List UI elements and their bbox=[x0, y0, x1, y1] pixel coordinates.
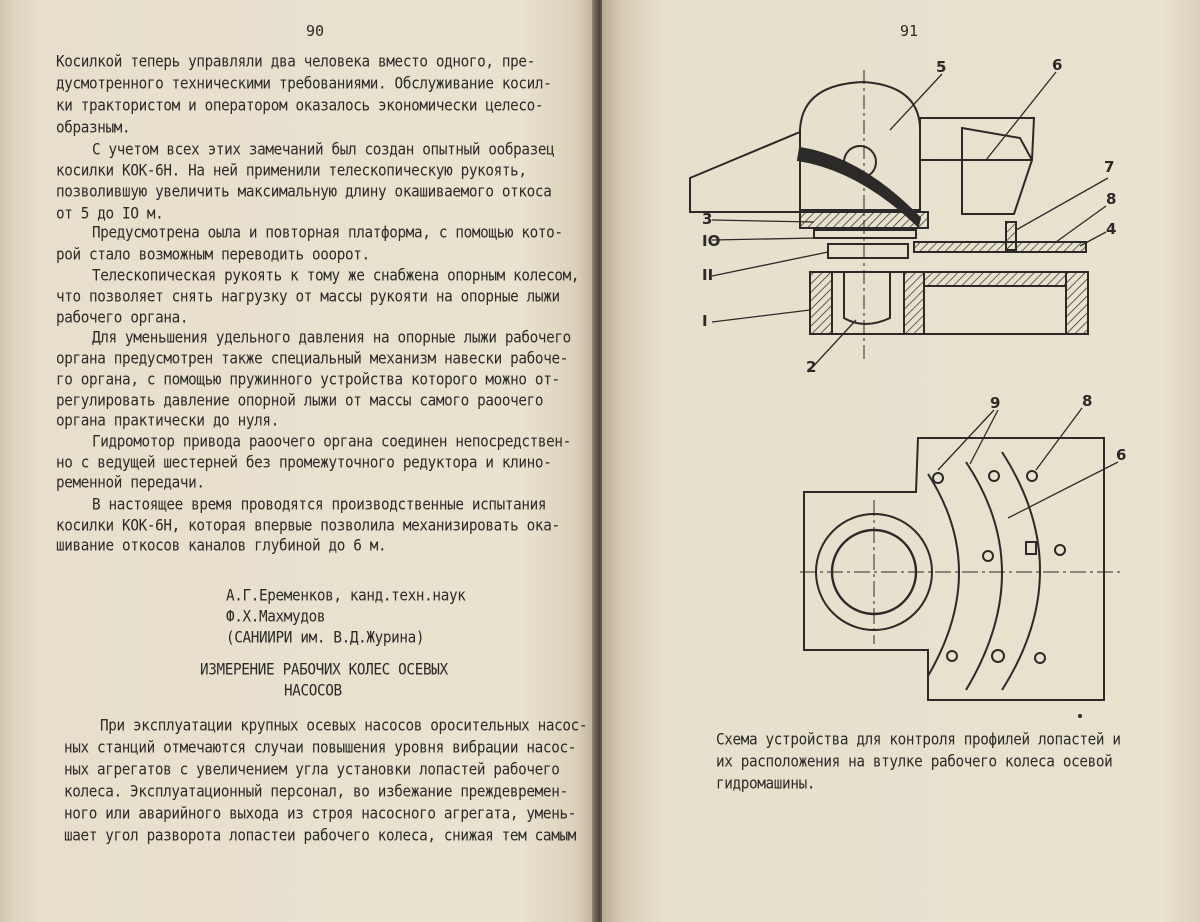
text-line: ных станций отмечаются случаи повышения уровня вибрации насос- bbox=[64, 739, 576, 758]
arc-8 bbox=[1002, 452, 1040, 690]
bolt-hole bbox=[983, 551, 993, 561]
text-line: органа практически до нуля. bbox=[56, 412, 279, 431]
text-line: Косилкой теперь управляли два человека вместо одного, пре- bbox=[56, 53, 535, 72]
figure-label: I bbox=[702, 312, 708, 330]
arc-9-outer bbox=[966, 462, 1002, 690]
left-wing-plate bbox=[690, 132, 800, 212]
technical-figure bbox=[602, 0, 1200, 922]
text-line: С учетом всех этих замечаний был создан опытный ообразец bbox=[92, 141, 555, 160]
text-line: дусмотренного техническими требованиями. Обслуживание косил- bbox=[56, 75, 552, 94]
text-line: Телескопическая рукоять к тому же снабжена опорным колесом, bbox=[92, 267, 580, 286]
figure-label: 5 bbox=[936, 58, 947, 76]
figure-label: 6 bbox=[1116, 446, 1127, 464]
text-line: В настоящее время проводятся производственные испытания bbox=[92, 496, 547, 515]
affiliation: (САНИИРИ им. В.Д.Журина) bbox=[226, 629, 425, 648]
figure-label: 9 bbox=[990, 394, 1001, 412]
text-line: позволившую увеличить максимальную длину окашиваемого откоса bbox=[56, 183, 552, 202]
figure-label: 6 bbox=[1052, 56, 1063, 74]
figure-label: 3 bbox=[702, 210, 713, 228]
text-line: органа предусмотрен также специальный механизм навески рабоче- bbox=[56, 350, 568, 369]
text-line: косилки КОК-6Н, которая впервые позволила механизировать ока- bbox=[56, 517, 560, 536]
bolt-hole bbox=[947, 651, 957, 661]
base-wall-mid bbox=[904, 272, 924, 334]
right-blade bbox=[962, 128, 1032, 214]
figure-label: II bbox=[702, 266, 714, 284]
right-page bbox=[602, 0, 1200, 922]
shaft-2 bbox=[844, 272, 890, 324]
text-line: При эксплуатации крупных осевых насосов оросительных насос- bbox=[100, 717, 588, 736]
article-title-line: ИЗМЕРЕНИЕ РАБОЧИХ КОЛЕС ОСЕВЫХ bbox=[200, 661, 448, 680]
text-line: ного или аварийного выхода из строя насосного агрегата, умень- bbox=[64, 805, 576, 824]
caption-line: гидромашины. bbox=[716, 775, 816, 794]
text-line: шивание откосов каналов глубиной до 6 м. bbox=[56, 537, 387, 556]
page-number-left: 90 bbox=[306, 22, 325, 40]
text-line: рой стало возможным переводить ооорот. bbox=[56, 246, 370, 265]
text-line: косилки КОК-6Н. На ней применили телескопическую рукоять, bbox=[56, 162, 527, 181]
bolt-hole bbox=[933, 473, 943, 483]
bolt-hole bbox=[1055, 545, 1065, 555]
figure-label: 7 bbox=[1104, 158, 1115, 176]
text-line: ременной передачи. bbox=[56, 474, 205, 493]
stud-7 bbox=[1006, 222, 1016, 250]
base-top-strip bbox=[924, 272, 1066, 286]
text-line: что позволяет снять нагрузку от массы рукояти на опорные лыжи bbox=[56, 288, 560, 307]
text-line: шает угол разворота лопастеи рабочего колеса, снижая тем самым bbox=[64, 827, 576, 846]
text-line: ки трактористом и оператором оказалось экономически целесо- bbox=[56, 97, 544, 116]
base-wall-right bbox=[1066, 272, 1088, 334]
text-line: рабочего органа. bbox=[56, 309, 189, 328]
bolt-hole bbox=[989, 471, 999, 481]
caption-line: Схема устройства для контроля профилей лопастей и bbox=[716, 731, 1121, 750]
plate-4 bbox=[914, 242, 1086, 252]
figure-label: 8 bbox=[1082, 392, 1093, 410]
left-page bbox=[0, 0, 598, 922]
plate-11 bbox=[828, 244, 908, 258]
bolt-hole bbox=[1027, 471, 1037, 481]
text-line: но с ведущей шестерней без промежуточного редуктора и клино- bbox=[56, 454, 552, 473]
author-line: Ф.Х.Махмудов bbox=[226, 608, 326, 627]
figure-label: IO bbox=[702, 232, 721, 250]
figure-label: 2 bbox=[806, 358, 817, 376]
blade-carrier bbox=[920, 118, 1034, 160]
author-line: А.Г.Еременков, канд.техн.наук bbox=[226, 587, 466, 606]
article-title-line: НАСОСОВ bbox=[284, 682, 342, 701]
sectional-view bbox=[690, 70, 1108, 372]
text-line: образным. bbox=[56, 119, 131, 138]
text-line: регулировать давление опорной лыжи от массы самого раоочего bbox=[56, 392, 544, 411]
ring-10 bbox=[814, 230, 916, 238]
text-line: Для уменьшения удельного давления на опорные лыжи рабочего bbox=[92, 329, 571, 348]
bolt-hole bbox=[1035, 653, 1045, 663]
blade-key bbox=[1026, 542, 1036, 554]
figure-label: 8 bbox=[1106, 190, 1117, 208]
text-line: Гидромотор привода раоочего органа соединен непосредствен- bbox=[92, 433, 571, 452]
bolt-hole bbox=[992, 650, 1004, 662]
figure-label: 4 bbox=[1106, 220, 1117, 238]
page-number-right: 91 bbox=[900, 22, 919, 40]
text-line: от 5 до IO м. bbox=[56, 205, 164, 224]
base-wall-left bbox=[810, 272, 832, 334]
ink-dot bbox=[1078, 714, 1082, 718]
text-line: го органа, с помощью пружинного устройства которого можно от- bbox=[56, 371, 560, 390]
text-line: ных агрегатов с увеличением угла установки лопастей рабочего bbox=[64, 761, 560, 780]
text-line: Предусмотрена оыла и повторная платформа, с помощью кото- bbox=[92, 224, 563, 243]
plan-view bbox=[800, 408, 1122, 700]
caption-line: их расположения на втулке рабочего колеса осевой bbox=[716, 753, 1113, 772]
text-line: колеса. Эксплуатационный персонал, во избежание преждевремен- bbox=[64, 783, 568, 802]
